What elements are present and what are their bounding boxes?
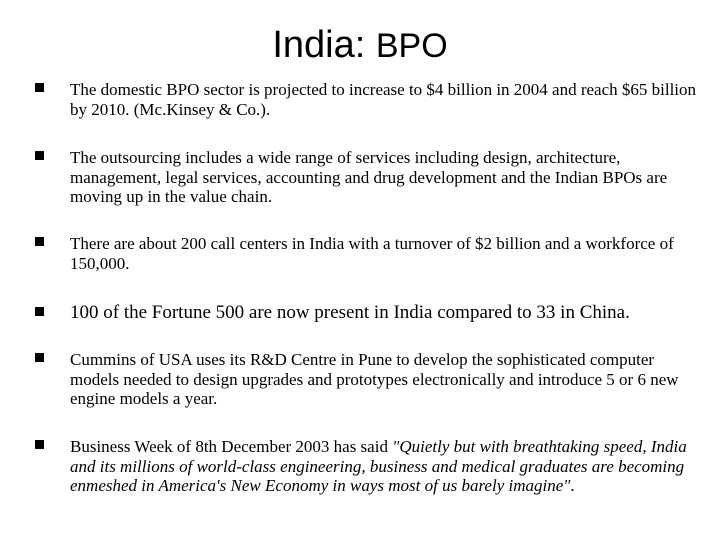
bullet-text: There are about 200 call centers in India with a turnover of $2 billion and a workforce of 150,000. <box>70 234 674 273</box>
bullet-text-end: . <box>570 476 575 495</box>
slide-title-part1: India: <box>272 24 376 66</box>
square-bullet-icon <box>35 440 44 449</box>
bullet-text: The domestic BPO sector is projected to increase to $4 billion in 2004 and reach $65 billion by 2010. (Mc.Kinsey & Co.). <box>70 80 697 119</box>
square-bullet-icon <box>35 83 44 92</box>
square-bullet-icon <box>35 353 44 362</box>
bullet-text-plain: Business Week of 8th December 2003 has said <box>70 437 393 456</box>
square-bullet-icon <box>35 307 44 316</box>
bullet-quote: "Quietly but with breathtaking speed, India and its millions of world-class engineering, business and medical graduates are becoming enmeshed in America's New Economy in ways most of us barely imagine" <box>70 437 687 495</box>
bullet-text: 100 of the Fortune 500 are now present in India compared to 33 in China. <box>70 302 630 323</box>
square-bullet-icon <box>35 151 44 160</box>
bullet-text <box>70 437 702 496</box>
bullet-text: Cummins of USA uses its R&D Centre in Pune to develop the sophisticated computer models needed to design upgrades and prototypes electronically and introduce 5 or 6 new engine models a year. <box>70 350 679 408</box>
square-bullet-icon <box>35 237 44 246</box>
bullet-text: The outsourcing includes a wide range of services including design, architecture, management, legal services, accounting and drug development and the Indian BPOs are moving up in the value chain. <box>70 148 668 206</box>
slide-title-part2: BPO <box>375 27 448 65</box>
